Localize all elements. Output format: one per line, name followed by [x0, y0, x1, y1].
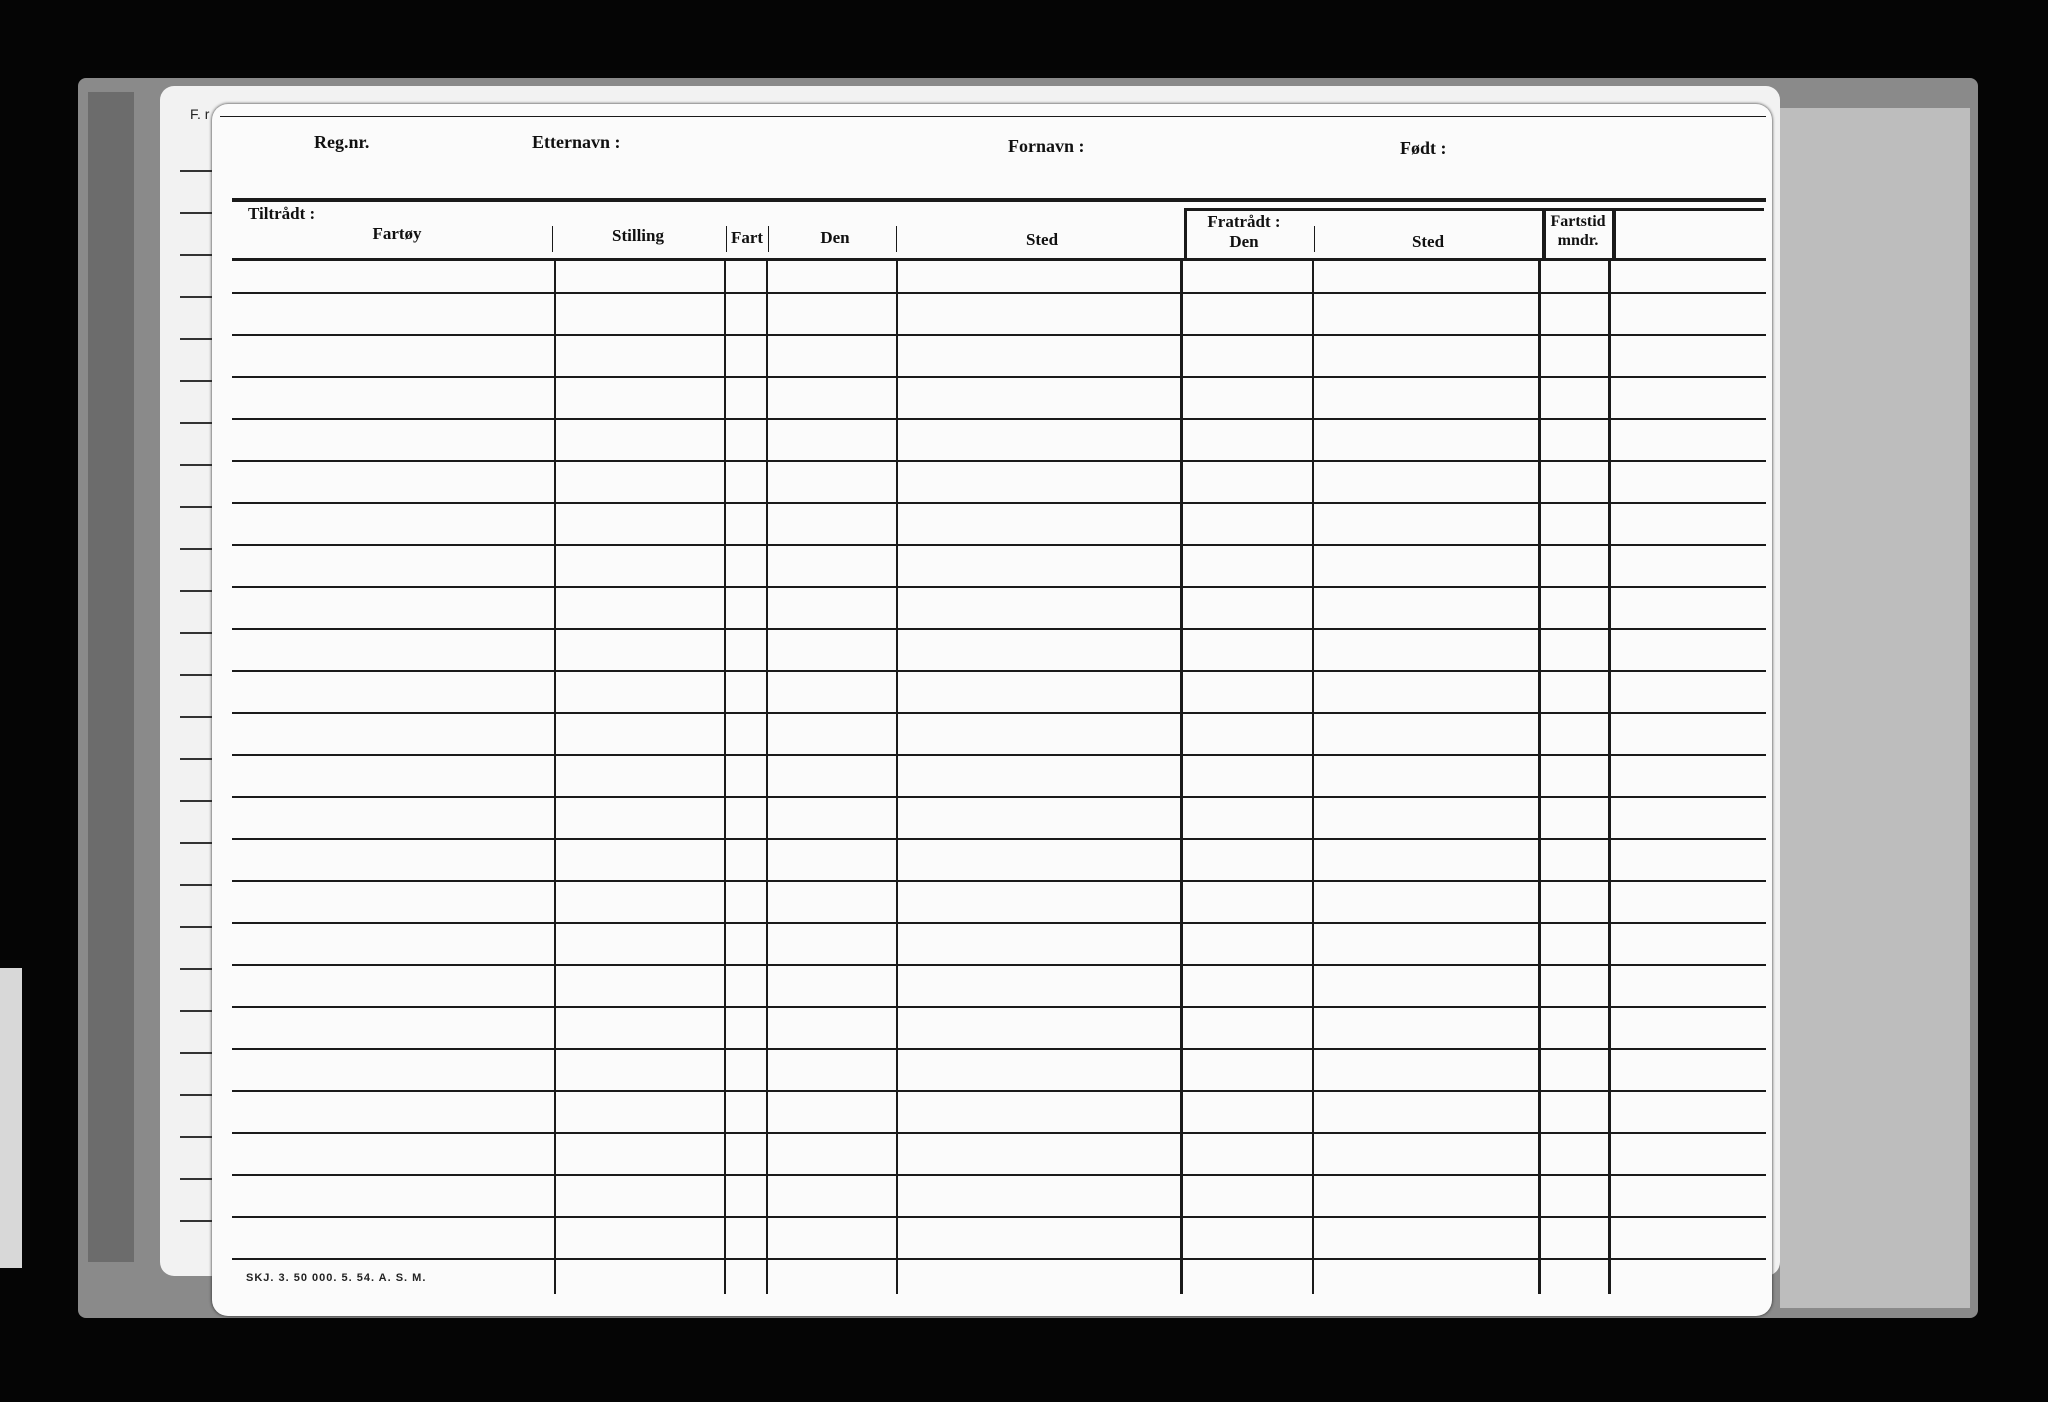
row-rule — [232, 418, 1766, 420]
col-sted-fratradt: Sted — [1411, 232, 1445, 251]
top-rule — [220, 116, 1766, 117]
column-rule — [1312, 258, 1314, 1294]
column-rule — [896, 258, 898, 1294]
row-rule — [232, 544, 1766, 546]
row-rule — [232, 922, 1766, 924]
row-rule — [232, 796, 1766, 798]
row-rule — [232, 292, 1766, 294]
header-divider — [1314, 226, 1315, 252]
row-rule — [232, 1216, 1766, 1218]
header-divider — [726, 226, 727, 252]
column-rule — [724, 258, 726, 1294]
header-divider — [768, 226, 769, 252]
etternavn-label: Etternavn : — [532, 132, 621, 152]
back-sheet-right — [1780, 108, 1970, 1308]
row-rule — [232, 1258, 1766, 1260]
reg-nr-label: Reg.nr. — [314, 132, 370, 152]
row-rule — [232, 1006, 1766, 1008]
column-header-rule — [232, 258, 1766, 261]
col-fartstid — [1542, 212, 1614, 250]
side-strip — [0, 968, 22, 1268]
row-rule — [232, 1048, 1766, 1050]
fartstid-left-rule — [1542, 208, 1546, 258]
column-rule — [1608, 258, 1611, 1294]
row-rule — [232, 1174, 1766, 1176]
row-rule — [232, 1132, 1766, 1134]
fartstid-right-rule — [1612, 208, 1616, 258]
row-rule — [232, 1090, 1766, 1092]
fratradt-left-rule — [1184, 208, 1187, 258]
row-rule — [232, 670, 1766, 672]
row-rule — [232, 376, 1766, 378]
col-fartstid-line2: mndr. — [1557, 232, 1599, 249]
col-den-fratradt: Den — [1229, 232, 1259, 251]
row-rule — [232, 460, 1766, 462]
print-code: SKJ. 3. 50 000. 5. 54. A. S. M. — [246, 1272, 427, 1284]
row-rule — [232, 880, 1766, 882]
tiltradt-label: Tiltrådt : — [248, 204, 316, 223]
row-rule — [232, 586, 1766, 588]
row-rule — [232, 712, 1766, 714]
back-card-label: F. r — [190, 106, 210, 122]
row-rule — [232, 754, 1766, 756]
header-divider — [552, 226, 553, 252]
fornavn-label: Fornavn : — [1008, 136, 1085, 156]
back-sheet-left — [88, 92, 134, 1262]
row-rule — [232, 502, 1766, 504]
header-bottom-rule — [232, 198, 1766, 202]
col-den-tiltradt: Den — [820, 228, 850, 247]
row-rule — [232, 838, 1766, 840]
col-fartoy: Fartøy — [372, 224, 422, 243]
row-rule — [232, 628, 1766, 630]
header-divider — [896, 226, 897, 252]
col-stilling: Stilling — [612, 226, 664, 245]
column-rule — [554, 258, 556, 1294]
col-fart: Fart — [730, 228, 764, 247]
col-sted-tiltradt: Sted — [1025, 230, 1059, 249]
column-rule — [766, 258, 768, 1294]
column-rule — [1180, 258, 1183, 1294]
col-fartstid-line1: Fartstid — [1550, 213, 1606, 230]
fratradt-label: Fratrådt : — [1207, 212, 1281, 231]
row-rule — [232, 334, 1766, 336]
fodt-label: Født : — [1400, 138, 1447, 158]
fratradt-top-rule — [1184, 208, 1764, 211]
column-rule — [1538, 258, 1541, 1294]
row-rule — [232, 964, 1766, 966]
